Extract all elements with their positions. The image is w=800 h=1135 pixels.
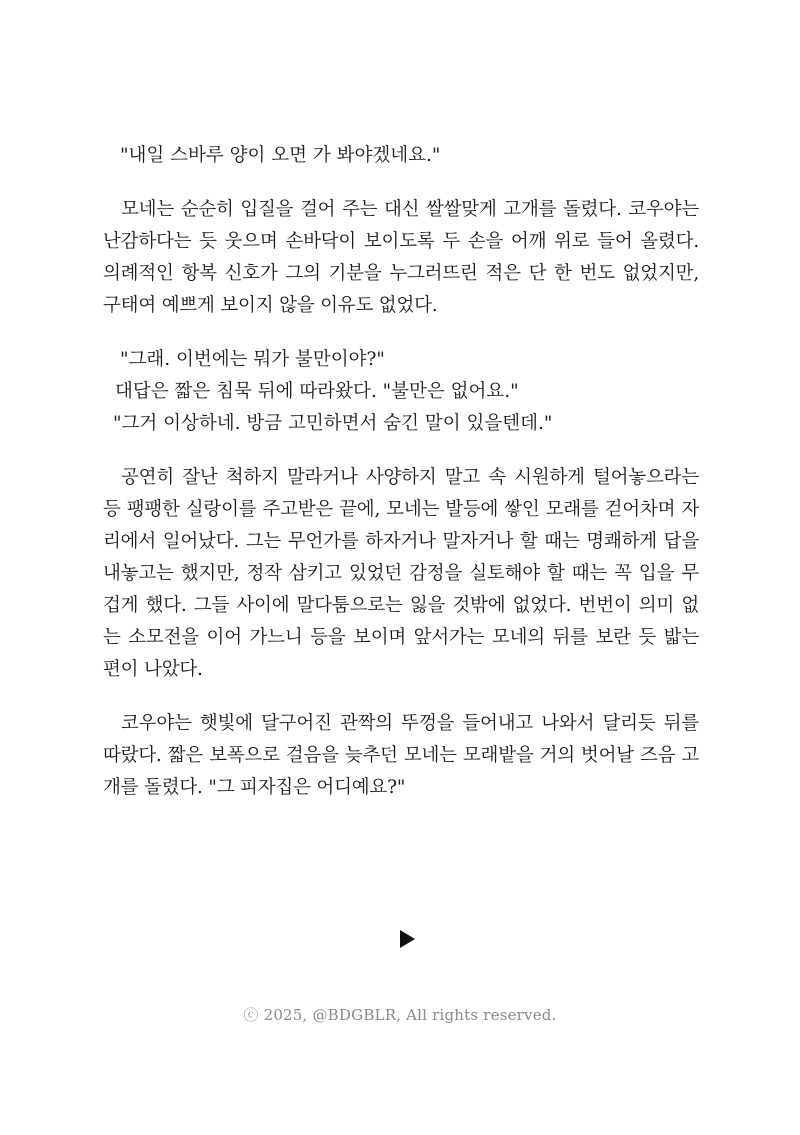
paragraph-1: 모네는 순순히 입질을 걸어 주는 대신 쌀쌀맞게 고개를 돌렸다. 코우야는 난감하다는 듯 웃으며 손바닥이 보이도록 두 손을 어깨 위로 들어 올렸다. 의례적인 항복 신호가 그의 기분을 누그러뜨린 적은 단 한 번도 없었지만, 구태여 예쁘게 보이지 않을 이유도 없었다. <box>103 199 699 316</box>
dialogue-line-1: "그래. 이번에는 뭐가 불만이야?" <box>120 349 385 370</box>
story-text <box>103 140 699 804</box>
paragraph-2: 공연히 잘난 척하지 말라거나 사양하지 말고 속 시원하게 털어놓으라는 등 팽팽한 실랑이를 주고받은 끝에, 모네는 발등에 쌓인 모래를 걷어차며 자리에서 일어났다. 그는 무언가를 하자거나 말자거나 할 때는 명쾌하게 답을 내놓고는 했지만, 정작 삼키고 있었던 감정을 실토해야 할 때는 꼭 입을 무겁게 했다. 그들 사이에 말다툼으로는 잃을 것밖에 없었다. 번번이 의미 없는 소모전을 이어 가느니 등을 보이며 앞서가는 모네의 뒤를 보란 듯 밟는 편이 나았다. <box>103 467 699 680</box>
opening-dialogue: "내일 스바루 양이 오면 가 봐야겠네요." <box>120 145 441 166</box>
next-page-arrow-icon[interactable] <box>400 930 415 948</box>
dialogue-line-2: 대답은 짧은 침묵 뒤에 따라왔다. "불만은 없어요." <box>115 381 519 402</box>
dialogue-line-3: "그거 이상하네. 방금 고민하면서 숨긴 말이 있을텐데." <box>113 413 553 434</box>
copyright-footer: ⓒ 2025, @BDGBLR, All rights reserved. <box>243 1006 557 1024</box>
paragraph-3: 코우야는 햇빛에 달구어진 관짝의 뚜껑을 들어내고 나와서 달리듯 뒤를 따랐다. 짧은 보폭으로 걸음을 늦추던 모네는 모래밭을 거의 벗어날 즈음 고개를 돌렸다. "그 피자집은 어디예요?" <box>103 713 699 798</box>
